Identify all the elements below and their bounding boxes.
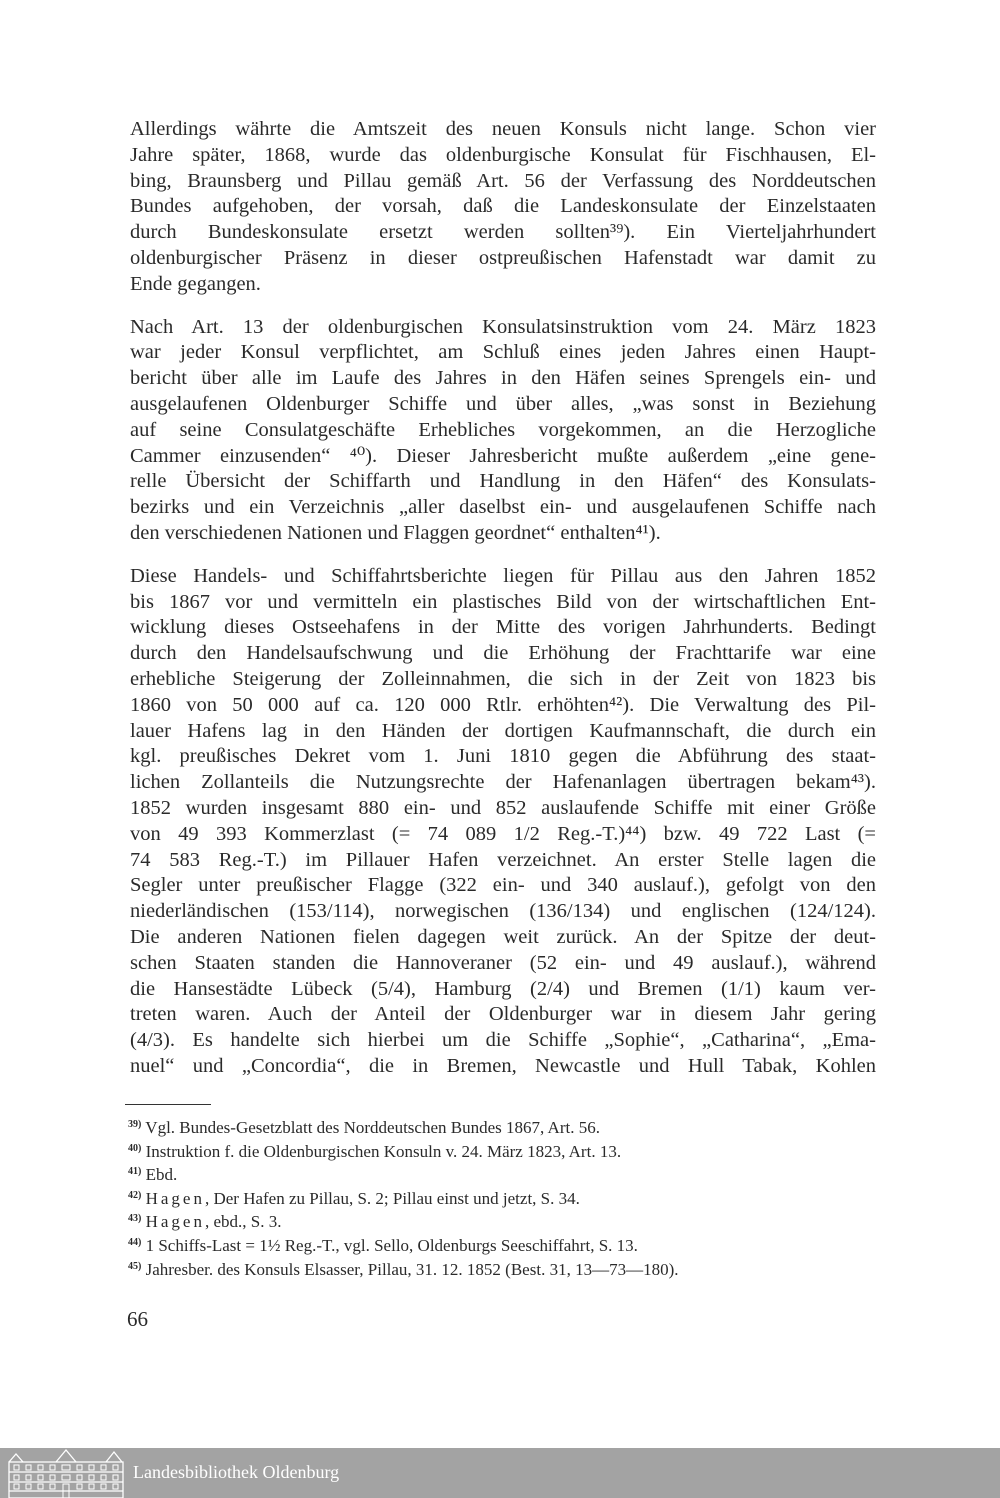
paragraph [130,564,876,1080]
text-line: erhebliche Steigerung der Zolleinnahmen, die sich in der Zeit von 1823 bis [130,667,876,690]
footnote-author: Hagen [145,1212,205,1232]
footnote-divider [125,1104,211,1105]
library-banner [0,1448,1000,1498]
footnote-number: 44) [128,1236,142,1248]
text-line: 74 583 Reg.-T.) im Pillauer Hafen verzeichnet. An erster Stelle lagen die [130,848,876,871]
footnote-number: 43) [128,1213,142,1225]
library-building-logo-icon [6,1448,126,1498]
body-text [130,117,876,1097]
text-line: treten waren. Auch der Anteil der Oldenburger war in diesem Jahr gering [130,1003,876,1026]
footnote-text: 1 Schiffs-Last = 1½ Reg.-T., vgl. Sello, Oldenburgs Seeschiffahrt, S. 13. [145,1235,638,1255]
text-line: wicklung dieses Ostseehafens in der Mitte des vorigen Jahrhunderts. Bedingt [130,616,876,639]
text-line: bis 1867 vor und vermitteln ein plastisches Bild von der wirtschaftlichen Ent- [130,590,876,613]
text-line: Segler unter preußischer Flagge (322 ein- und 340 auslauf.), gefolgt von den [130,874,876,897]
text-line: relle Übersicht der Schiffarth und Handlung in den Häfen“ des Konsulats- [130,470,876,493]
text-line: 1860 von 50 000 auf ca. 120 000 Rtlr. erhöhten⁴²). Die Verwaltung des Pil- [130,693,876,716]
footnote-number: 39) [128,1119,142,1130]
footnote [128,1184,888,1208]
text-line: bing, Braunsberg und Pillau gemäß Art. 56 der Verfassung des Norddeutschen [130,169,876,192]
text-line: lauer Hafens lag in den Händen der dortigen Kaufmannschaft, die durch ein [130,719,876,742]
text-line: Bundes aufgehoben, der vorsah, daß die Landeskonsulate der Einzelstaaten [130,195,876,218]
text-line: den verschiedenen Nationen und Flaggen geordnet“ enthalten⁴¹). [130,521,661,544]
text-line: Ende gegangen. [130,272,261,295]
footnote-text: Ebd. [145,1165,178,1185]
footnote-number: 41) [128,1166,142,1178]
text-line: auf seine Consulatgeschäfte Erhebliches vorgekommen, an die Herzogliche [130,418,876,441]
footnote-text: Jahresber. des Konsuls Elsasser, Pillau, 31. 12. 1852 (Best. 31, 13—73—180). [145,1259,679,1279]
text-line: war jeder Konsul verpflichtet, am Schluß eines jeden Jahres einen Haupt- [130,341,876,364]
paragraph [130,315,876,547]
text-line: bericht über alle im Laufe des Jahres in den Häfen seines Sprengels ein- und [130,367,876,390]
footnote [128,1207,888,1231]
text-line: (4/3). Es handelte sich hierbei um die Schiffe „Sophie“, „Catharina“, „Ema- [130,1029,876,1052]
library-name: Landesbibliothek Oldenburg [133,1462,340,1482]
text-line: kgl. preußisches Dekret vom 1. Juni 1810 gegen die Abführung des staat- [130,745,876,768]
text-line: bezirks und ein Verzeichnis „aller daselbst ein- und ausgelaufenen Schiffe nach [130,496,876,519]
page-number: 66 [127,1307,148,1331]
text-line: Nach Art. 13 der oldenburgischen Konsulatsinstruktion vom 24. März 1823 [130,315,876,338]
text-line: durch Bundeskonsulate ersetzt werden sollten³⁹). Ein Vierteljahrhundert [130,221,876,244]
footnote [128,1137,888,1161]
footnote [128,1113,888,1137]
text-line: Die anderen Nationen fielen dagegen weit zurück. An der Spitze der deut- [130,925,876,948]
footnote-number: 45) [128,1260,142,1272]
text-line: 1852 wurden insgesamt 880 ein- und 852 auslaufende Schiffe mit einer Größe [130,796,876,819]
text-line: von 49 393 Kommerzlast (= 74 089 1/2 Reg.-T.)⁴⁴) bzw. 49 722 Last (= [130,822,876,845]
footnote-author: Hagen [145,1188,205,1208]
footnote-text: , ebd., S. 3. [204,1212,282,1232]
footnote-number: 40) [128,1142,142,1154]
footnote-text: Instruktion f. die Oldenburgischen Konsuln v. 24. März 1823, Art. 13. [145,1141,622,1161]
text-line: Cammer einzusenden“ ⁴⁰). Dieser Jahresbericht mußte außerdem „eine gene- [130,444,876,467]
text-line: Diese Handels- und Schiffahrtsberichte liegen für Pillau aus den Jahren 1852 [130,564,876,587]
footnote-number: 42) [128,1189,142,1201]
footnote [128,1231,888,1255]
footnote-text: , Der Hafen zu Pillau, S. 2; Pillau einst und jetzt, S. 34. [204,1188,580,1208]
text-line: oldenburgischer Präsenz in dieser ostpreußischen Hafenstadt war damit zu [130,246,876,269]
text-line: niederländischen (153/114), norwegischen (136/134) und englischen (124/124). [130,900,876,923]
text-line: nuel“ und „Concordia“, die in Bremen, Newcastle und Hull Tabak, Kohlen [130,1054,876,1077]
text-line: durch den Handelsaufschwung und die Erhöhung der Frachttarife war eine [130,642,876,665]
footnotes [128,1113,888,1278]
footnote [128,1160,888,1184]
footnote [128,1255,888,1279]
text-line: schen Staaten standen die Hannoveraner (52 ein- und 49 auslauf.), während [130,951,876,974]
text-line: Jahre später, 1868, wurde das oldenburgische Konsulat für Fischhausen, El- [130,143,876,166]
text-line: Allerdings währte die Amtszeit des neuen Konsuls nicht lange. Schon vier [130,118,876,140]
footnote-text: Vgl. Bundes-Gesetzblatt des Norddeutschen Bundes 1867, Art. 56. [145,1118,600,1137]
text-line: lichen Zollanteils die Nutzungsrechte der Hafenanlagen übertragen bekam⁴³). [130,771,876,794]
paragraph [130,117,876,298]
text-line: die Hansestädte Lübeck (5/4), Hamburg (2/4) und Bremen (1/1) kaum ver- [130,977,876,1000]
text-line: ausgelaufenen Oldenburger Schiffe und über alles, „was sonst in Beziehung [130,392,876,415]
